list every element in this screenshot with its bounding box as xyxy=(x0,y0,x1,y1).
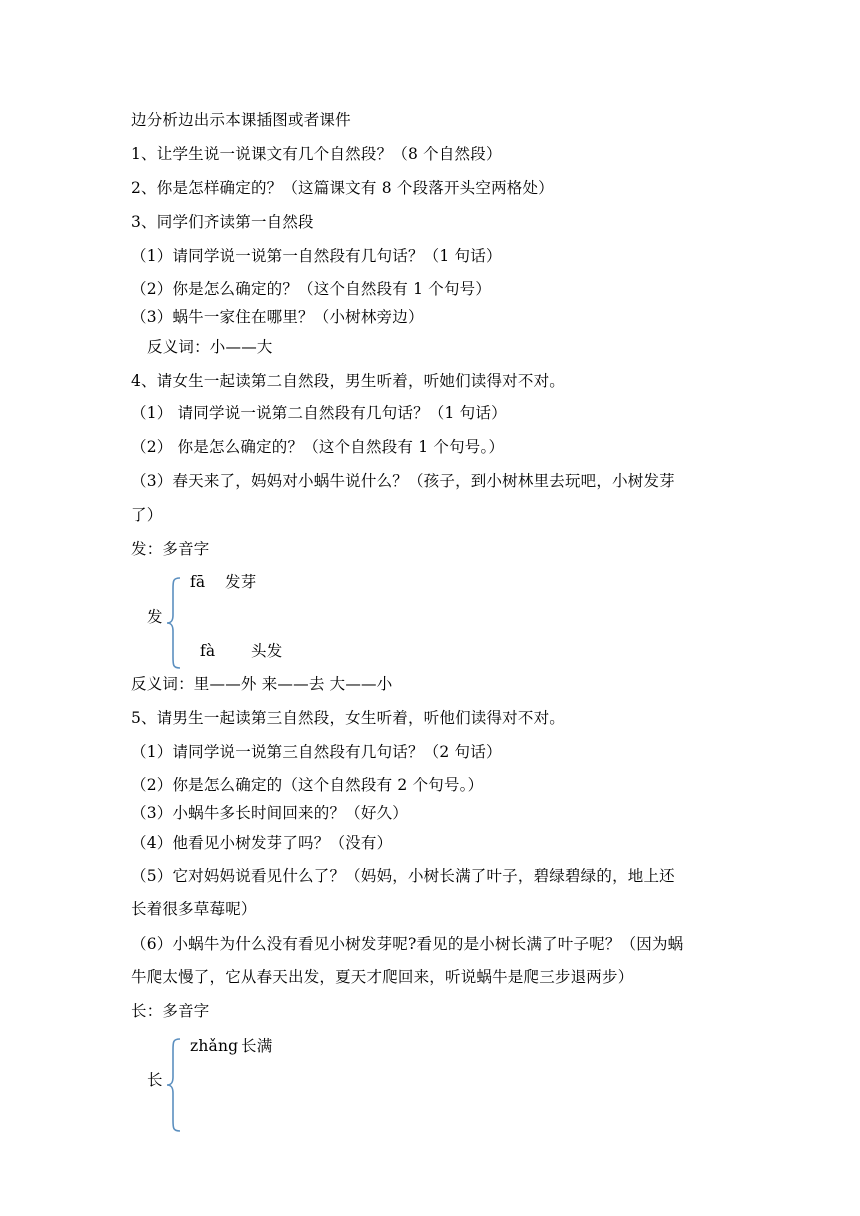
curly-brace-icon xyxy=(166,1038,182,1132)
brace-char: 长 xyxy=(147,1071,163,1089)
pinyin-reading: fà xyxy=(200,642,216,660)
text-line: （1）请同学说一说第三自然段有几句话？（2 句话） xyxy=(131,743,502,761)
reading-word: 长满 xyxy=(241,1037,273,1055)
text-line: （1） 请同学说一说第二自然段有几句话？（1 句话） xyxy=(131,404,507,422)
text-line: 边分析边出示本课插图或者课件 xyxy=(131,111,351,129)
text-line: （4）他看见小树发芽了吗？（没有） xyxy=(131,834,393,852)
text-line: 1、让学生说一说课文有几个自然段？（8 个自然段） xyxy=(131,145,502,163)
reading-word: 发芽 xyxy=(225,573,257,591)
text-line: 长：多音字 xyxy=(131,1002,210,1020)
text-line: 5、请男生一起读第三自然段，女生听着，听他们读得对不对。 xyxy=(131,709,565,727)
text-line: （6）小蜗牛为什么没有看见小树发芽呢?看见的是小树长满了叶子呢？（因为蜗 xyxy=(131,935,684,953)
text-line: 反义词：小——大 xyxy=(147,338,273,356)
pinyin-reading: fā xyxy=(190,573,206,591)
reading-word: 头发 xyxy=(251,642,283,660)
text-line: （2） 你是怎么确定的？（这个自然段有 1 个句号。） xyxy=(131,438,505,456)
text-line: 长着很多草莓呢） xyxy=(131,900,257,918)
text-line: 反义词：里——外 来——去 大——小 xyxy=(131,675,393,693)
text-line: （1）请同学说一说第一自然段有几句话？（1 句话） xyxy=(131,247,502,265)
text-line: 4、请女生一起读第二自然段，男生听着，听她们读得对不对。 xyxy=(131,372,565,390)
curly-brace-icon xyxy=(166,577,182,669)
text-line: 了） xyxy=(131,506,163,524)
text-line: 3、同学们齐读第一自然段 xyxy=(131,213,314,231)
text-line: （3）春天来了，妈妈对小蜗牛说什么？（孩子，到小树林里去玩吧，小树发芽 xyxy=(131,472,675,490)
text-line: （2）你是怎么确定的？（这个自然段有 1 个句号） xyxy=(131,280,492,298)
text-line: 发：多音字 xyxy=(131,540,210,558)
text-line: （3）小蜗牛多长时间回来的？（好久） xyxy=(131,804,408,822)
text-line: （3）蜗牛一家住在哪里？（小树林旁边） xyxy=(131,308,424,326)
brace-char: 发 xyxy=(147,608,163,626)
text-line: （5）它对妈妈说看见什么了？（妈妈，小树长满了叶子，碧绿碧绿的，地上还 xyxy=(131,867,675,885)
text-line: 牛爬太慢了，它从春天出发，夏天才爬回来，听说蜗牛是爬三步退两步） xyxy=(131,968,634,986)
pinyin-reading: zhǎng xyxy=(190,1037,239,1055)
text-line: （2）你是怎么确定的（这个自然段有 2 个句号。） xyxy=(131,776,484,794)
text-line: 2、你是怎样确定的？（这篇课文有 8 个段落开头空两格处） xyxy=(131,179,554,197)
